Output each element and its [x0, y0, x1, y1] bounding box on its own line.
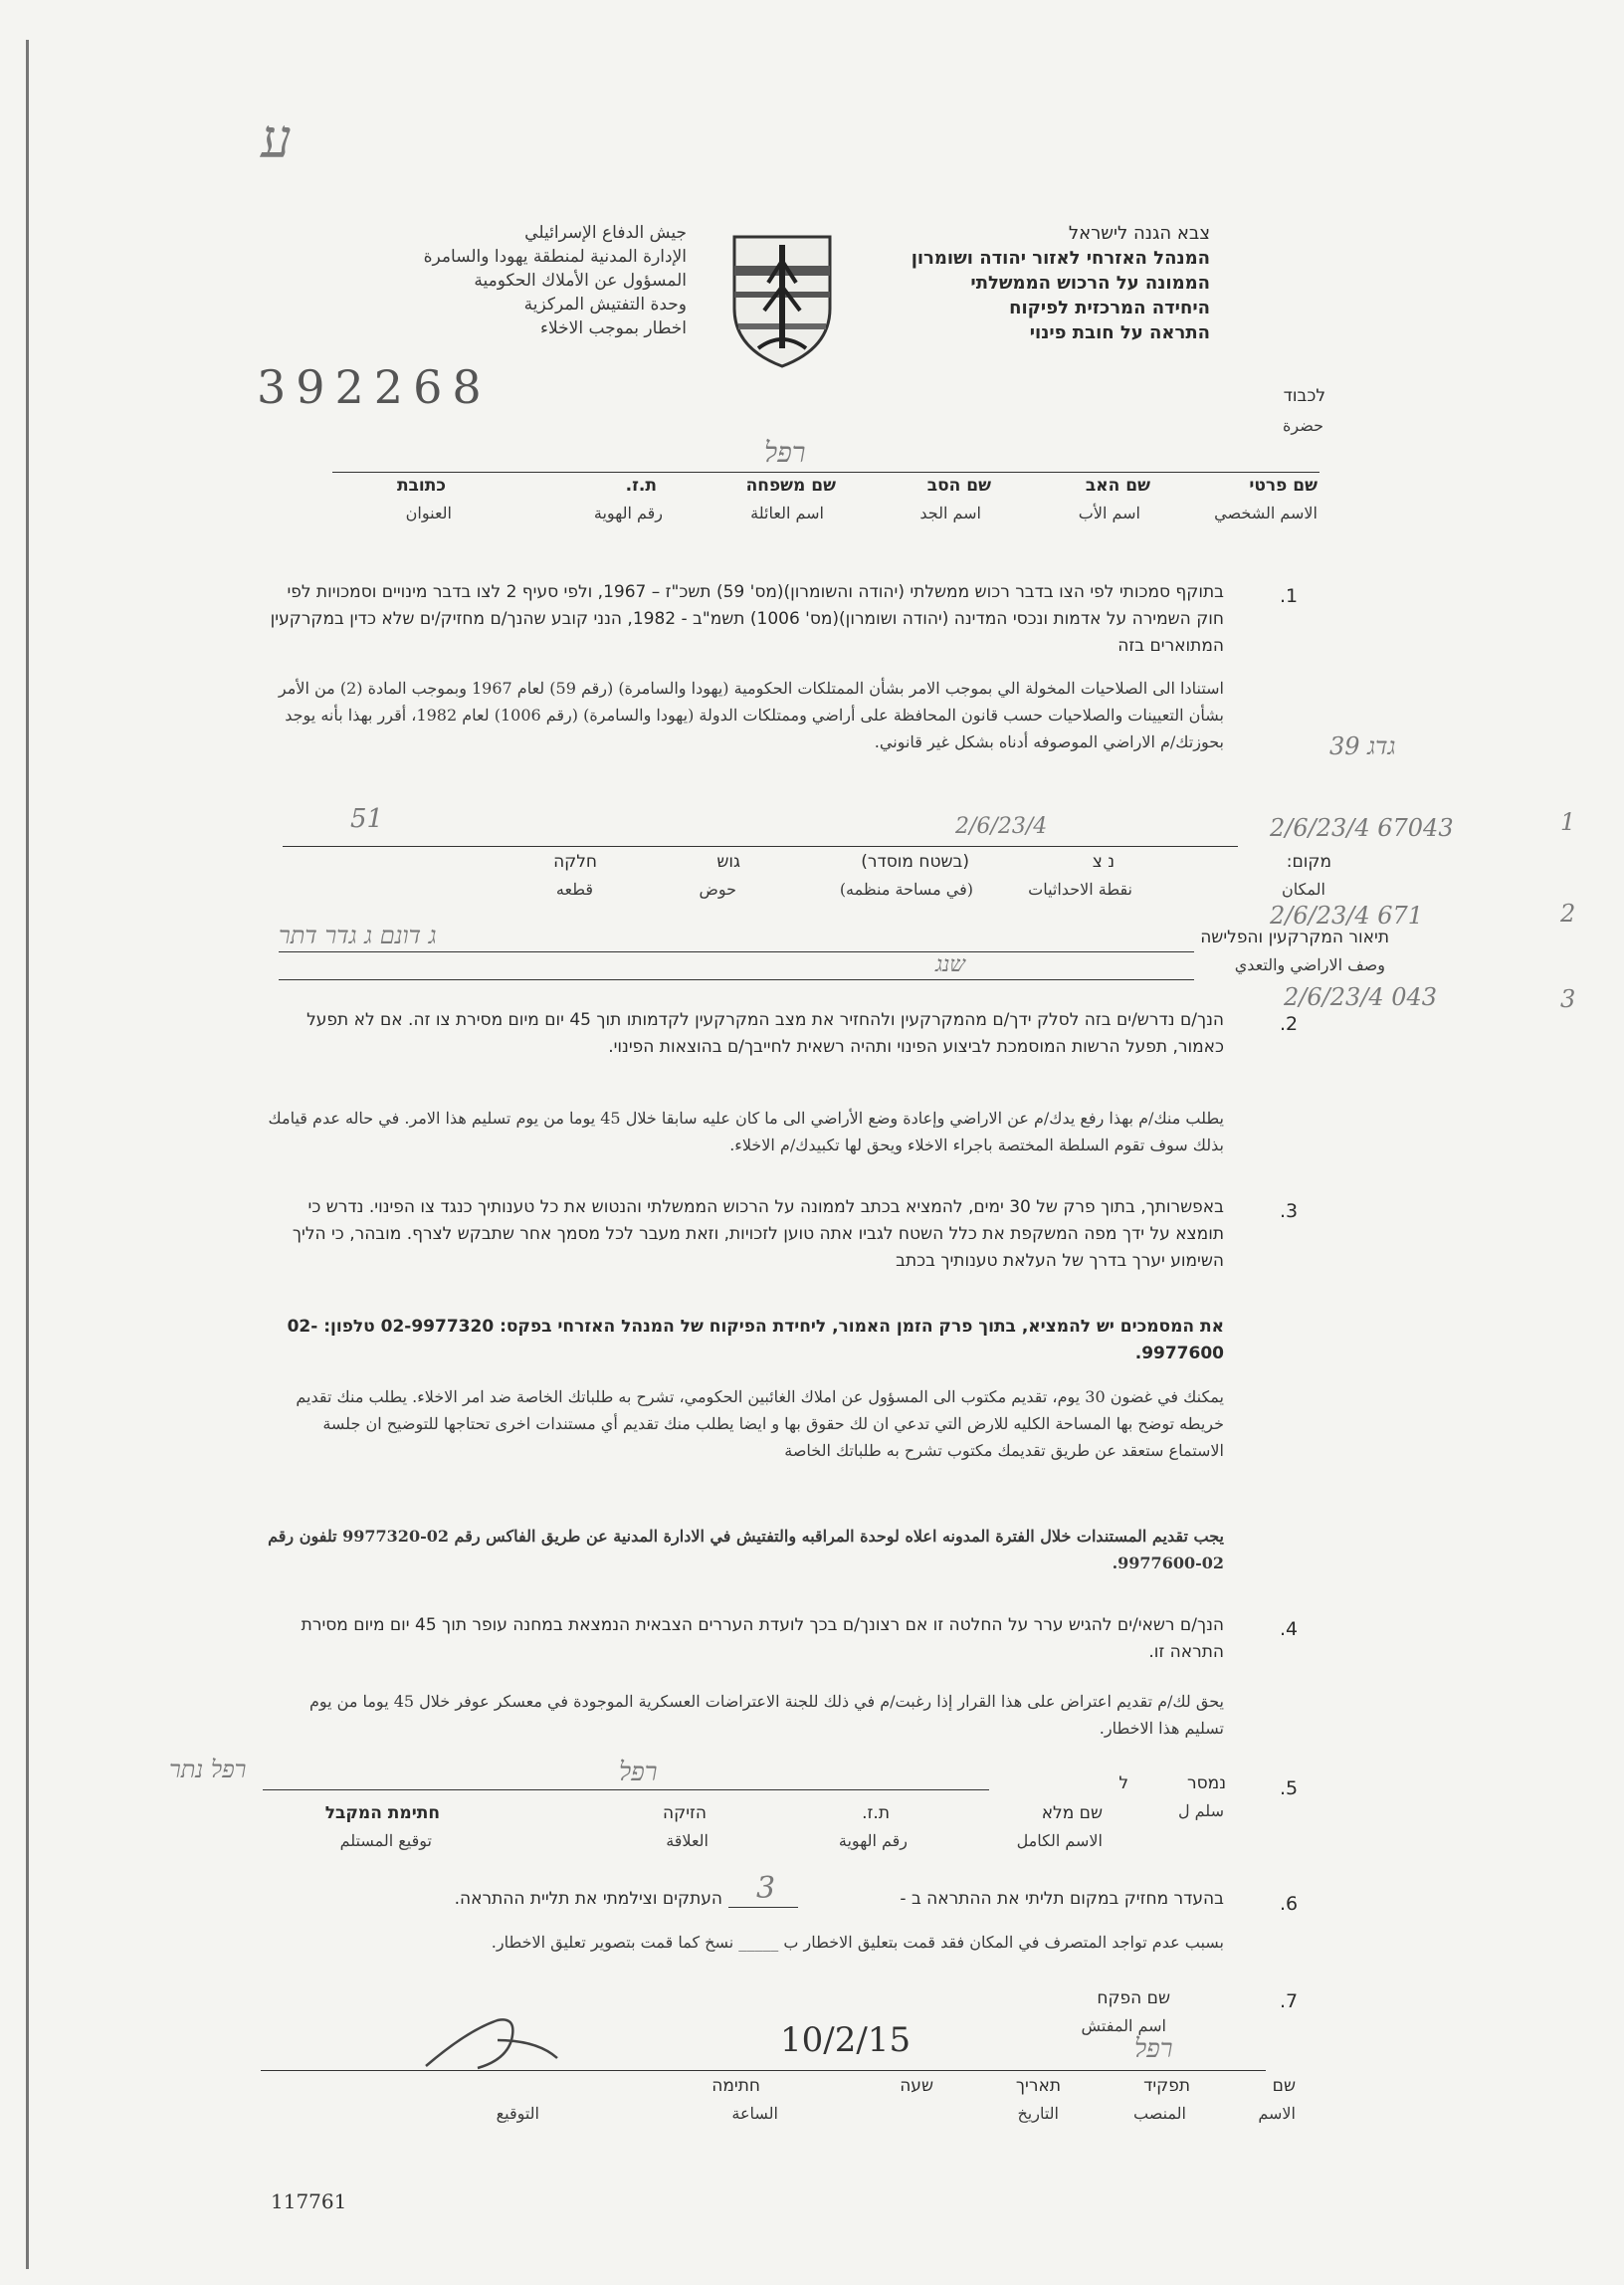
location-coords-he: נ צ	[1092, 852, 1115, 872]
location-parcel-he: חלקה	[553, 852, 597, 872]
header-arabic-line-4: وحدة التفتيش المركزية	[523, 295, 687, 314]
handwritten-role-sig: רפל	[1134, 2034, 1173, 2064]
handwritten-location-date: 2/6/23/4	[955, 814, 1048, 839]
col-grandfather-name: שם הסב	[926, 476, 991, 496]
section-5-delivered-ar: سلم ل	[1177, 1801, 1224, 1820]
location-block-he: גוש	[716, 852, 740, 872]
section-3-number: .3	[1280, 1200, 1299, 1222]
section-5-line	[263, 1789, 989, 1790]
col-family-name: שם משפחה	[745, 476, 836, 496]
col-first-name: שם פרטי	[1249, 476, 1318, 496]
header-arabic-line-1: جيش الدفاع الإسرائيلي	[524, 223, 687, 243]
col-family-name-ar: اسم العائلة	[750, 504, 824, 522]
person-table-top-line	[332, 472, 1320, 473]
section-7-name-he: שם	[1272, 2076, 1296, 2096]
description-line	[279, 951, 1194, 952]
handwritten-date: 10/2/15	[780, 2020, 912, 2060]
section-7-line	[261, 2070, 1266, 2071]
col-id-number-ar: رقم الهوية	[593, 504, 663, 522]
section-2-number: .2	[1280, 1013, 1299, 1035]
handwritten-location-x: 51	[350, 804, 384, 834]
header-hebrew-line-5: התראה על חובת פינוי	[1029, 322, 1210, 343]
location-place-he: מקום:	[1286, 852, 1331, 872]
location-top-line	[283, 846, 1238, 847]
handwritten-margin-3-num: 3	[1560, 985, 1576, 1013]
description-line-2	[279, 979, 1194, 980]
handwritten-margin-2-num: 2	[1560, 900, 1576, 928]
section-4-hebrew: הנך/ם רשאי/ים להגיש ערר על החלטה זו אם רצונך/ם בכך לועדת העררים הצבאית הנמצאת במחנה עופר תוך 45 יום מיום מסירת התראה זו.	[301, 1615, 1224, 1662]
header-arabic-line-3: المسؤول عن الأملاك الحكومية	[474, 271, 687, 291]
addressee-he: לכבוד	[1283, 386, 1325, 406]
section-7-date-ar: التاريخ	[1017, 2104, 1059, 2123]
handwritten-honor-name: רפל	[764, 436, 806, 469]
location-area-he: (בשטח מוסדר)	[861, 852, 969, 872]
handwritten-margin-1-num: 1	[1560, 808, 1576, 836]
handwritten-receiver-name: רפל	[619, 1758, 658, 1787]
section-3-arabic: يمكنك في غضون 30 يوم، تقديم مكتوب الى المسؤول عن املاك الغائبين الحكومي، تشرح به طلباتك الخاصة ضد امر الاخلاء. يطلب منك تقديم خريطه توضح بها المساحة الكليه للارض التي تدعي ان لك حقوق بها و ايضا يطلب منك تقديم أي مستندات اخرى تحتاجها للتوضيح ان جلسة الاستماع ستعقد عن طريق تقديمك مكتوب تشرح به طلباتك الخاصة	[296, 1387, 1224, 1460]
section-7-hour-he: שעה	[900, 2076, 933, 2096]
section-5-id-ar: رقم الهوية	[838, 1831, 908, 1850]
col-address: כתובת	[396, 476, 446, 496]
handwritten-corner-mark: ע	[261, 107, 292, 170]
person-table	[332, 476, 1318, 535]
section-5-fullname-ar: الاسم الكامل	[1016, 1831, 1103, 1850]
addressee-ar: حضرة	[1283, 416, 1323, 435]
section-7-fields	[261, 2076, 1296, 2134]
location-place-ar: المكان	[1281, 880, 1325, 899]
section-3-hebrew: באפשרותך, בתוך פרק של 30 ימים, להמציא בכתב לממונה על הרכוש הממשלתי והנטוש את כל טענותיך כנגד צו הפינוי. נדרש כי תומצא על ידך מפה המשקפת את כלל השטח לגביו אתה טוען לזכויות, וזאת מעבר לכל מסמך אחר שתבקש לצרף. מובהר, כי הליך השימוע יערך בדרך של העלאת טענותיך בכתב	[292, 1197, 1224, 1271]
section-6-arabic: بسبب عدم تواجد المتصرف في المكان فقد قمت بتعليق الاخطار ب _____ نسخ كما قمت بتصوير تعليق الاخطار.	[491, 1933, 1224, 1952]
section-5-number: .5	[1280, 1777, 1299, 1799]
section-5-id-he: ת.ז.	[862, 1803, 890, 1823]
col-grandfather-name-ar: اسم الجد	[919, 504, 981, 522]
section-7-number: .7	[1280, 1990, 1299, 2012]
section-5-relation-he: הזיקה	[663, 1803, 707, 1823]
location-row	[283, 852, 1331, 908]
serial-number: 392268	[257, 360, 492, 414]
handwritten-margin-1: 2/6/23/4 67043	[1270, 814, 1454, 842]
location-coords-ar: نقطة الاحداثيات	[1028, 880, 1132, 899]
section-5-relation-ar: العلاقة	[666, 1831, 709, 1850]
section-5-signature-ar: توقيع المستلم	[339, 1831, 432, 1850]
header-hebrew	[852, 221, 1210, 345]
footer-code: 117761	[271, 2189, 347, 2213]
location-parcel-ar: قطعه	[555, 880, 593, 899]
section-7-signature-he: חתימה	[711, 2076, 760, 2096]
header-arabic	[299, 221, 687, 340]
section-7-commander-ar: اسم المفتش	[1081, 2016, 1166, 2035]
section-2-hebrew: הנך/ם נדרש/ים בזה לסלק ידך/ם מהמקרקעין ולהחזיר את מצב המקרקעין לקדמותו תוך 45 יום מיום מסירת צו זה. אם לא תפעל כאמור, תפעל הרשות המוסמכת לביצוע הפינוי ותהיה רשאית לחייבך/ם בהוצאות הפינוי.	[306, 1010, 1224, 1057]
section-7-date-he: תאריך	[1015, 2076, 1061, 2096]
section-6-copies-line	[728, 1907, 798, 1908]
header-arabic-line-5: اخطار بموجب الاخلاء	[540, 318, 687, 338]
section-7-commander-he: שם הפקח	[1097, 1988, 1170, 2008]
section-2-arabic: يطلب منك/م بهذا رفع يدك/م عن الاراضي وإعادة وضع الأراضي الى ما كان عليه سابقا خلال 45 يوما من يوم تسليم هذا الامر. في حاله عدم قيامك بذلك سوف تقوم السلطة المختصة باجراء الاخلاء ويحق لها تكبيدك/م الاخلاء.	[268, 1109, 1224, 1154]
section-6-hebrew-post: העתקים וצילמתי את תליית ההתראה.	[454, 1889, 722, 1909]
header-hebrew-line-3: הממונה על הרכוש הממשלתי	[970, 273, 1210, 294]
section-6-hebrew-pre: בהעדר מחזיק במקום תליתי את ההתראה ב -	[900, 1889, 1224, 1909]
section-7-signature-ar: التوقيع	[496, 2104, 539, 2123]
section-7-name-ar: الاسم	[1258, 2104, 1296, 2123]
section-7-hour-ar: الساعة	[731, 2104, 778, 2123]
handwritten-margin-2: 2/6/23/4 671	[1270, 902, 1424, 930]
section-5-to-he: ל	[1118, 1773, 1128, 1793]
section-1-number: .1	[1280, 585, 1299, 607]
header-hebrew-line-2: המנהל האזרחי לאזור יהודה ושומרון	[911, 248, 1210, 269]
col-id-number: ת.ז.	[625, 476, 657, 496]
header-arabic-line-2: الإدارة المدنية لمنطقة يهودا والسامرة	[423, 247, 687, 267]
section-5-fields	[263, 1803, 1224, 1859]
handwritten-copies: 3	[756, 1871, 776, 1906]
section-5-delivered-he: נמסר	[1187, 1773, 1226, 1793]
col-address-ar: العنوان	[405, 504, 452, 522]
location-block-ar: حوض	[699, 880, 736, 899]
handwritten-margin-3: 2/6/23/4 043	[1284, 983, 1438, 1011]
handwritten-description-2: שנג	[935, 952, 965, 977]
section-3-hebrew-bold: את המסמכים יש להמציא, בתוך פרק הזמן האמור, ליחידת הפיקוח של המנהל האזרחי בפקס: 02-9977320 טלפון: 02-9977600.	[287, 1317, 1224, 1363]
section-5-fullname-he: שם מלא	[1041, 1803, 1103, 1823]
description-label-ar: وصف الاراضي والتعدي	[1234, 955, 1385, 974]
handwritten-margin-top: 39 גדג	[1329, 732, 1396, 760]
section-4-arabic: يحق لك/م تقديم اعتراض على هذا القرار إذا رغبت/م في ذلك للجنة الاعتراضات العسكرية الموجودة في معسكر عوفر خلال 45 يوما من يوم تسليم هذا الاخطار.	[308, 1692, 1224, 1738]
section-6-number: .6	[1280, 1893, 1299, 1915]
header-hebrew-line-4: היחידה המרכזית לפיקוח	[1009, 298, 1210, 318]
col-first-name-ar: الاسم الشخصي	[1214, 504, 1318, 522]
section-1-arabic: استنادا الى الصلاحيات المخولة الي بموجب الامر بشأن الممتلكات الحكومية (يهودا والسامرة) (رقم 59) لعام 1967 وبموجب المادة (2) من الأمر بشأن التعيينات والصلاحيات حسب قانون المحافظة على أراضي وممتلكات الدولة (يهودا والسامرة) (رقم 1006) لعام 1982، أقرر بهذا بأنه يوجد بحوزتك/م الاراضي الموصوفه أدناه بشكل غير قانوني.	[278, 679, 1224, 751]
section-7-role-ar: المنصب	[1133, 2104, 1186, 2123]
location-area-ar: (في مساحة منظمه)	[839, 880, 973, 899]
description-label-he: תיאור המקרקעין והפלישה	[1200, 928, 1389, 947]
col-father-name: שם האב	[1085, 476, 1150, 496]
section-3-arabic-bold: يجب تقديم المستندات خلال الفترة المدونه اعلاه لوحدة المراقبه والتفتيش في الادارة المدنية عن طريق الفاكس رقم 02-9977320 تلفون رقم 02-9977600.	[268, 1527, 1224, 1572]
section-7-role-he: תפקיד	[1143, 2076, 1190, 2096]
section-5-signature-he: חתימת המקבל	[324, 1803, 440, 1823]
header-hebrew-line-1: צבא הגנה לישראל	[1068, 223, 1210, 244]
section-1-hebrew: בתוקף סמכותי לפי הצו בדבר רכוש ממשלתי (יהודה והשומרון)(מס' 59) תשכ"ז – 1967, ולפי סעיף 2 לצו בדבר מינויים וסמכויות לפי חוק השמירה על אדמות ונכסי המדינה (יהודה ושומרון)(מס' 1006) תשמ"ב - 1982, הנני קובע שהנך/ם מחזיק/ים שלא כדין במקרקעין המתוארים בזה	[270, 582, 1224, 656]
scan-edge	[26, 40, 29, 2269]
handwritten-receiver-extra: רפל נתר	[169, 1756, 247, 1783]
section-4-number: .4	[1280, 1618, 1299, 1640]
emblem-icon	[728, 231, 836, 370]
col-father-name-ar: اسم الأب	[1078, 504, 1140, 522]
handwritten-description: ג דונם ג גדר דתר	[279, 922, 437, 949]
